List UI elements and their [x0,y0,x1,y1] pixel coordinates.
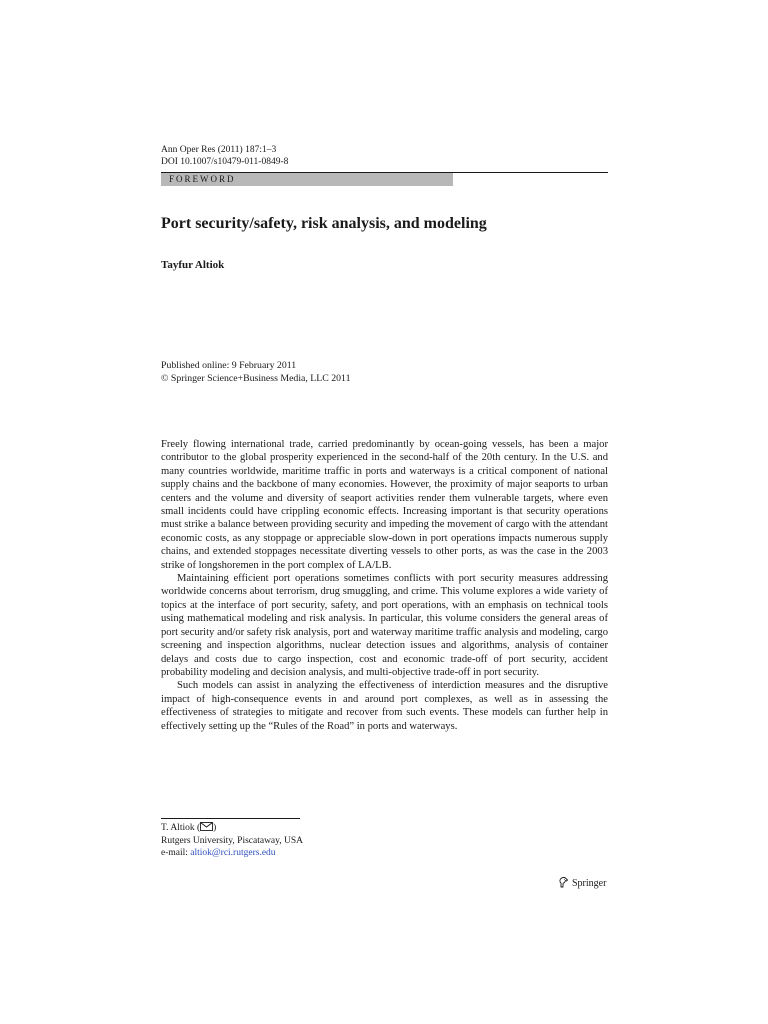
publication-info [161,360,350,385]
section-label-bar [161,172,453,186]
paragraph: Freely flowing international trade, carried predominantly by ocean-going vessels, has been a major contributor to the global prosperity experienced in the second-half of the 20th century. In the U.S. and many countries worldwide, maritime traffic in ports and waterways is a critical component of national supply chains and the backbone of many economies. However, the proximity of major seaports to urban centers and the volume and diversity of seaport activities render them vulnerable targets, where even small incidents could have crippling economic effects. Increasing important is that security operations must strike a balance between providing security and impeding the movement of cargo with the attendant economic costs, as any stoppage or appreciable slow-down in port operations impacts numerous supply chains, and extended stoppages necessitate diverting vessels to other ports, as was the case in the 2003 strike of longshoremen in the port complex of LA/LB. [161,439,608,571]
section-label: FOREWORD [169,174,236,184]
paragraph: Such models can assist in analyzing the effectiveness of interdiction measures and the disruptive impact of high-consequence events in and around port complexes, as well as in assessing the effectiveness of strategies to mitigate and recover from such events. These models can further help in effectively setting up the “Rules of the Road” in ports and waterways. [161,680,608,732]
footnote-name-close: ) [213,823,217,833]
footnote-affiliation: Rutgers University, Piscataway, USA [161,835,304,846]
journal-reference [161,145,288,168]
footnote-email-line [161,848,303,860]
email-label: e-mail: [161,847,191,858]
email-link[interactable]: altiok@rci.rutgers.edu [190,847,276,858]
body-text [161,438,608,733]
footnote-rule [161,818,300,819]
paragraph: Maintaining efficient port operations sometimes conflicts with port security measures addressing worldwide concerns about terrorism, drug smuggling, and crime. This volume explores a wide variety of topics at the interface of port security, safety, and port operations, with an emphasis on technical tools using mathematical modeling and risk analysis. In particular, this volume considers the general areas of port security and/or safety risk analysis, port and waterway maritime traffic analysis and modeling, cargo screening and inspection algorithms, nuclear detection issues and algorithms, analysis of container delays and costs due to cargo inspection, cost and economic trade-off of port security, accident probability modeling and decision analysis, and multi-objective trade-off in port security. [161,573,608,678]
copyright-line: © Springer Science+Business Media, LLC 2011 [161,372,351,384]
springer-horse-icon [558,876,569,892]
author-footnote [161,822,303,859]
article-title: Port security/safety, risk analysis, and modeling [161,215,487,232]
author-name: Tayfur Altiok [161,259,225,271]
footnote-name-line [161,822,303,836]
published-date: Published online: 9 February 2011 [161,360,297,371]
journal-citation: Ann Oper Res (2011) 187:1–3 [161,145,277,155]
envelope-icon [200,822,213,836]
publisher-mark [558,876,606,892]
publisher-name: Springer [572,878,607,889]
header-rule [161,172,608,173]
footnote-name: T. Altiok ( [161,823,201,833]
doi: DOI 10.1007/s10479-011-0849-8 [161,156,289,167]
